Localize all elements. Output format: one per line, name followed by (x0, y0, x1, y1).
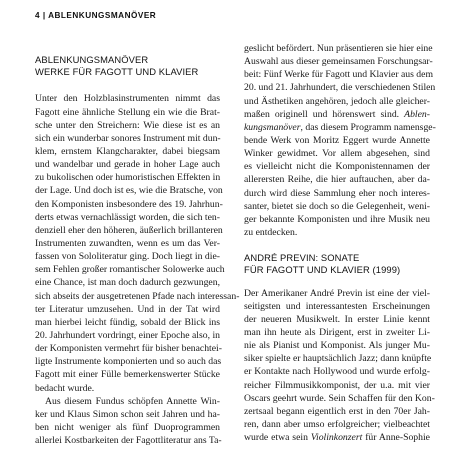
text-line: nie als Pianist und Komponist. Als junger Mu- (244, 340, 430, 352)
heading-line: ABLENKUNGSMANÖVER (35, 54, 149, 65)
text-line: Fagott eine ähnliche Stellung ein wie die Brat- (35, 106, 220, 118)
text-line: der neueren Musikwelt. In erster Linie kennt (244, 313, 430, 325)
text-span: , das diesem Programm namensge- (300, 121, 436, 133)
text-line: bende Werk von Moritz Eggert wurde Annette (244, 134, 430, 146)
heading-line: FÜR FAGOTT UND KLAVIER (1999) (244, 264, 401, 276)
text-line: Winker gewidmet. Vor allem abgesehen, sind (244, 148, 430, 160)
text-line: man hierbei leicht fündig, sobald der Blick ins (35, 316, 220, 328)
text-line: eine Chance, ist man doch dadurch gezwungen, (35, 277, 220, 289)
text-span: für Anne-Sophie (362, 432, 430, 444)
text-line: zu entdecken. (244, 226, 298, 238)
text-line (244, 121, 436, 134)
text-line: reicher Filmmusikkomponist, der u.a. mit vier (244, 379, 430, 391)
text-line: es vielleicht nicht die Komponistennamen der (244, 161, 430, 173)
text-line: durch wird diese Sammlung eher noch interes- (244, 187, 430, 199)
right-column (244, 42, 436, 444)
text-line: zu bukolischen oder humoristischen Effekten in (35, 172, 221, 184)
text-line: ligte Instrumente komponierten und so auch das (35, 356, 222, 368)
text-line: zertsaal begann eigentlich erst in den 70er Jah- (244, 405, 430, 417)
text-line: ter Literatur umzusehen. Und in der Tat wird (35, 303, 220, 315)
running-head: 4 | ABLENKUNGSMANÖVER (35, 11, 157, 20)
text-line: Unter den Holzblasinstrumenten nimmt das (35, 93, 220, 105)
text-line: man ihn heute als Dirigent, erst in zweiter Li- (244, 326, 430, 338)
text-line: Der Amerikaner André Previn ist eine der viel- (244, 287, 430, 299)
text-line: derts etwas vernachlässigt worden, die sich ten- (35, 211, 220, 223)
text-line: Aus diesem Fundus schöpfen Annette Win- (45, 395, 220, 407)
text-line: klem, ernstem Klangcharakter, dabei biegsam (35, 145, 220, 157)
paragraph (244, 42, 436, 239)
text-line (244, 431, 430, 444)
text-line: Auswahl aus dieser gemeinsamen Forschungsar- (244, 56, 433, 68)
text-line: allerersten Reihe, die hier auftauchen, aber da- (244, 174, 430, 186)
text-span: wurde etwa sein (244, 432, 311, 444)
left-column (35, 54, 240, 447)
text-line: Instrumenten zuwandten, wenn es um das Ver- (35, 237, 220, 249)
text-line: santer, bietet sie doch so die Gelegenheit, weni- (244, 200, 430, 212)
text-line: seitigsten und interessantesten Erscheinungen (244, 300, 430, 312)
text-line: der Lage. Und doch ist es, wie die Bratsche, von (35, 185, 223, 197)
text-line: beit: Fünf Werke für Fagott und Klavier aus dem (244, 69, 433, 81)
work-title: kungsmanöver (244, 121, 301, 133)
text-line: bedacht wurde. (35, 382, 95, 394)
text-line: er Kontakte nach Hollywood und wurde erfolg- (244, 366, 430, 378)
text-line: ker und Klaus Simon schon seit Jahren und ha- (35, 408, 220, 420)
text-line: Fagott mit einer Fülle bemerkenswerter Stücke (35, 369, 220, 381)
text-line: Oscars geehrt wurde. Sein Schaffen für den Kon- (244, 392, 435, 404)
text-line: ren, dann aber umso erfolgreicher; vielbeachtet (244, 418, 430, 430)
text-line: und Ästhetiken angehören, jedoch alle gleicher- (244, 95, 430, 107)
text-line: und wandelbar und gerade in hoher Lage auch (35, 159, 220, 171)
heading-line: WERKE FÜR FAGOTT UND KLAVIER (35, 66, 199, 78)
text-line: fassen von Sololiteratur ging. Doch liegt in die- (35, 251, 220, 263)
text-line: 20. Jahrhundert vordringt, einer Epoche also, in (35, 329, 220, 341)
work-title: Ablen- (404, 108, 430, 120)
paragraph (35, 395, 220, 448)
text-line (244, 108, 430, 121)
text-line: siker spielte er hauptsächlich Jazz; dann knüpfte (244, 353, 432, 365)
text-line: ger bekannte Komponisten und ihre Musik neu (244, 213, 430, 225)
work-title: Violinkonzert (310, 432, 363, 444)
paragraph (35, 92, 240, 394)
heading-line: ANDRÉ PREVIN: SONATE (244, 252, 360, 264)
text-line: geslicht befördert. Nun präsentieren sie hier eine (244, 43, 433, 54)
paragraph (244, 287, 435, 445)
text-line: sich abseits der ausgetretenen Pfade nach interessan- (35, 290, 240, 302)
text-line: 20. und 21. Jahrhundert, die verschiedenen Stilen (244, 82, 436, 94)
text-line: ben nicht weniger als fünf Duoprogrammen (35, 421, 220, 433)
text-line: sche unter den Streichern: Wie diese ist es an (35, 119, 220, 131)
section-heading-previn (244, 252, 430, 276)
text-line: sich ein wunderbar sonores Instrument mit dun- (35, 132, 221, 144)
section-heading-ablenkungsmanoever (35, 54, 220, 78)
text-line: allerlei Kostbarkeiten der Fagottliteratur ans Ta- (35, 435, 222, 447)
text-span: maßen originell und hörenswert sind. (244, 108, 400, 120)
text-line: denziell eher den höheren, äußerlich brillanteren (35, 224, 223, 236)
text-line: den Komponisten insbesondere des 19. Jahrhun- (35, 198, 223, 210)
text-line: der Komponisten vermehrt für bisher benachtei- (35, 343, 222, 355)
text-line: sem Fehlen großer romantischer Solowerke auch (35, 264, 225, 276)
